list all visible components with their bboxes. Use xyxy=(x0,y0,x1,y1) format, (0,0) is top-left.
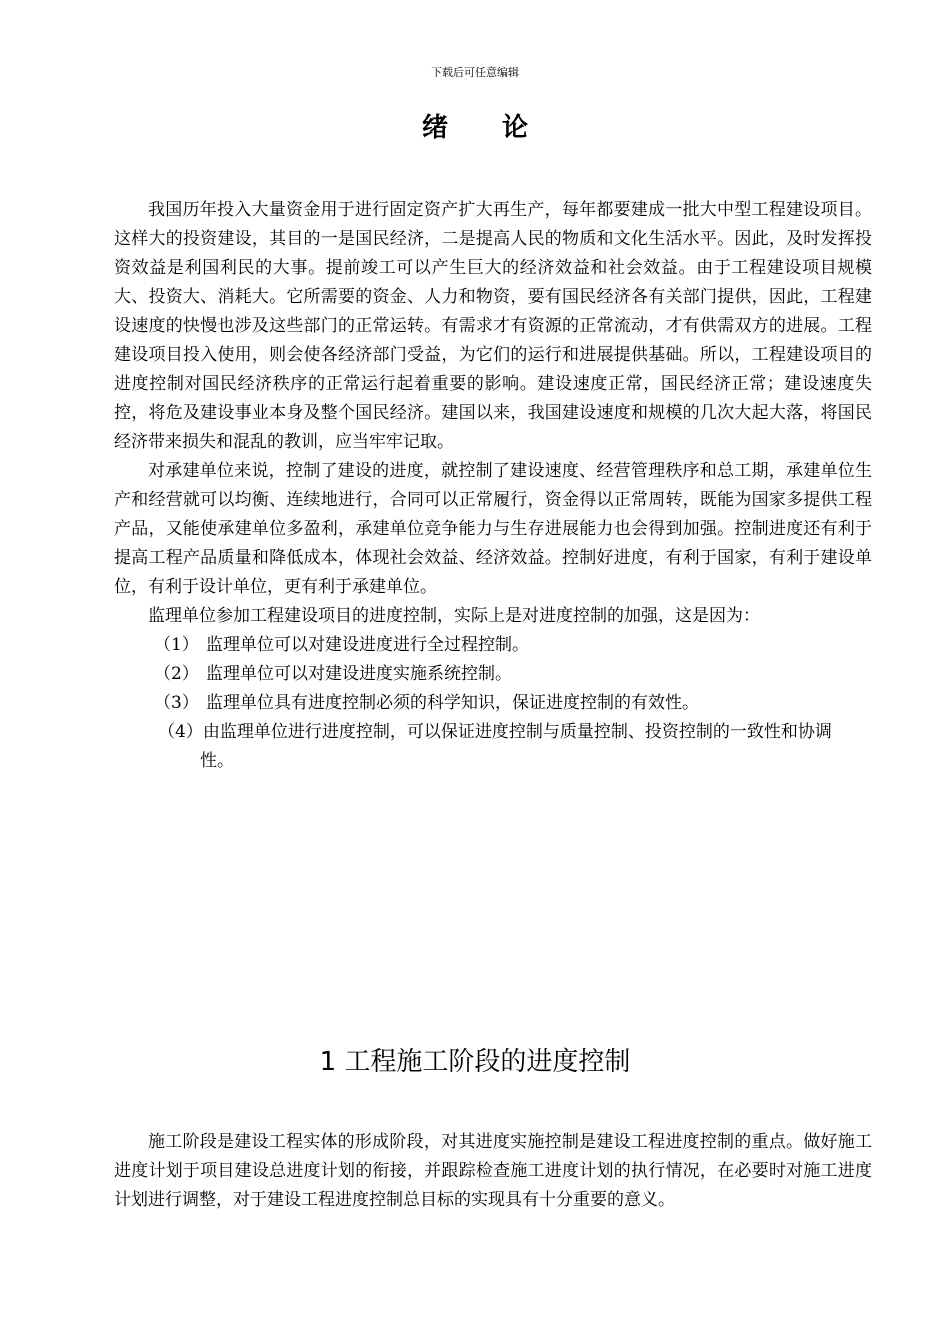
intro-paragraph-3: 监理单位参加工程建设项目的进度控制，实际上是对进度控制的加强，这是因为： xyxy=(148,606,760,626)
list-item-number: （1） xyxy=(154,635,199,655)
list-item-text: 监理单位具有进度控制必须的科学知识，保证进度控制的有效性。 xyxy=(206,693,699,713)
list-item xyxy=(156,718,840,776)
list-item xyxy=(114,660,872,689)
list-item-number: （2） xyxy=(154,664,199,684)
intro-section xyxy=(114,196,872,776)
section-1-paragraph: 施工阶段是建设工程实体的形成阶段，对其进度实施控制是建设工程进度控制的重点。做好施工进度计划于项目建设总进度计划的衔接，并跟踪检查施工进度计划的执行情况，在必要时对施工进度计划进行调整，对于建设工程进度控制总目标的实现具有十分重要的意义。 xyxy=(114,1132,872,1210)
section-1-body xyxy=(114,1128,872,1215)
list-item-text: 由监理单位进行进度控制，可以保证进度控制与质量控制、投资控制的一致性和协调性。 xyxy=(200,722,832,771)
section-title: 1 工程施工阶段的进度控制 xyxy=(319,1047,631,1077)
list-item-text: 监理单位可以对建设进度实施系统控制。 xyxy=(206,664,512,684)
list-item-number: （4） xyxy=(158,722,203,742)
list-item xyxy=(114,631,872,660)
list-item-number: （3） xyxy=(154,693,199,713)
intro-paragraph-2: 对承建单位来说，控制了建设的进度，就控制了建设速度、经营管理秩序和总工期，承建单位生产和经营就可以均衡、连续地进行，合同可以正常履行，资金得以正常周转，既能为国家多提供工程产品，又能使承建单位多盈利，承建单位竞争能力与生存进展能力也会得到加强。控制进度还有利于提高工程产品质量和降低成本，体现社会效益、经济效益。控制好进度，有利于国家，有利于建设单位，有利于设计单位，更有利于承建单位。 xyxy=(114,461,872,597)
page-title: 绪论 xyxy=(421,113,582,143)
list-item xyxy=(114,689,872,718)
header-note: 下载后可任意编辑 xyxy=(431,66,519,79)
list-item-text: 监理单位可以对建设进度进行全过程控制。 xyxy=(206,635,529,655)
intro-paragraph-1: 我国历年投入大量资金用于进行固定资产扩大再生产，每年都要建成一批大中型工程建设项目。这样大的投资建设，其目的一是国民经济，二是提高人民的物质和文化生活水平。因此，及时发挥投资效益是利国利民的大事。提前竣工可以产生巨大的经济效益和社会效益。由于工程建设项目规模大、投资大、消耗大。它所需要的资金、人力和物资，要有国民经济各有关部门提供，因此，工程建设速度的快慢也涉及这些部门的正常运转。有需求才有资源的正常流动，才有供需双方的进展。工程建设项目投入使用，则会使各经济部门受益，为它们的运行和进展提供基础。所以，工程建设项目的进度控制对国民经济秩序的正常运行起着重要的影响。建设速度正常，国民经济正常；建设速度失控，将危及建设事业本身及整个国民经济。建国以来，我国建设速度和规模的几次大起大落，将国民经济带来损失和混乱的教训，应当牢牢记取。 xyxy=(114,200,872,452)
